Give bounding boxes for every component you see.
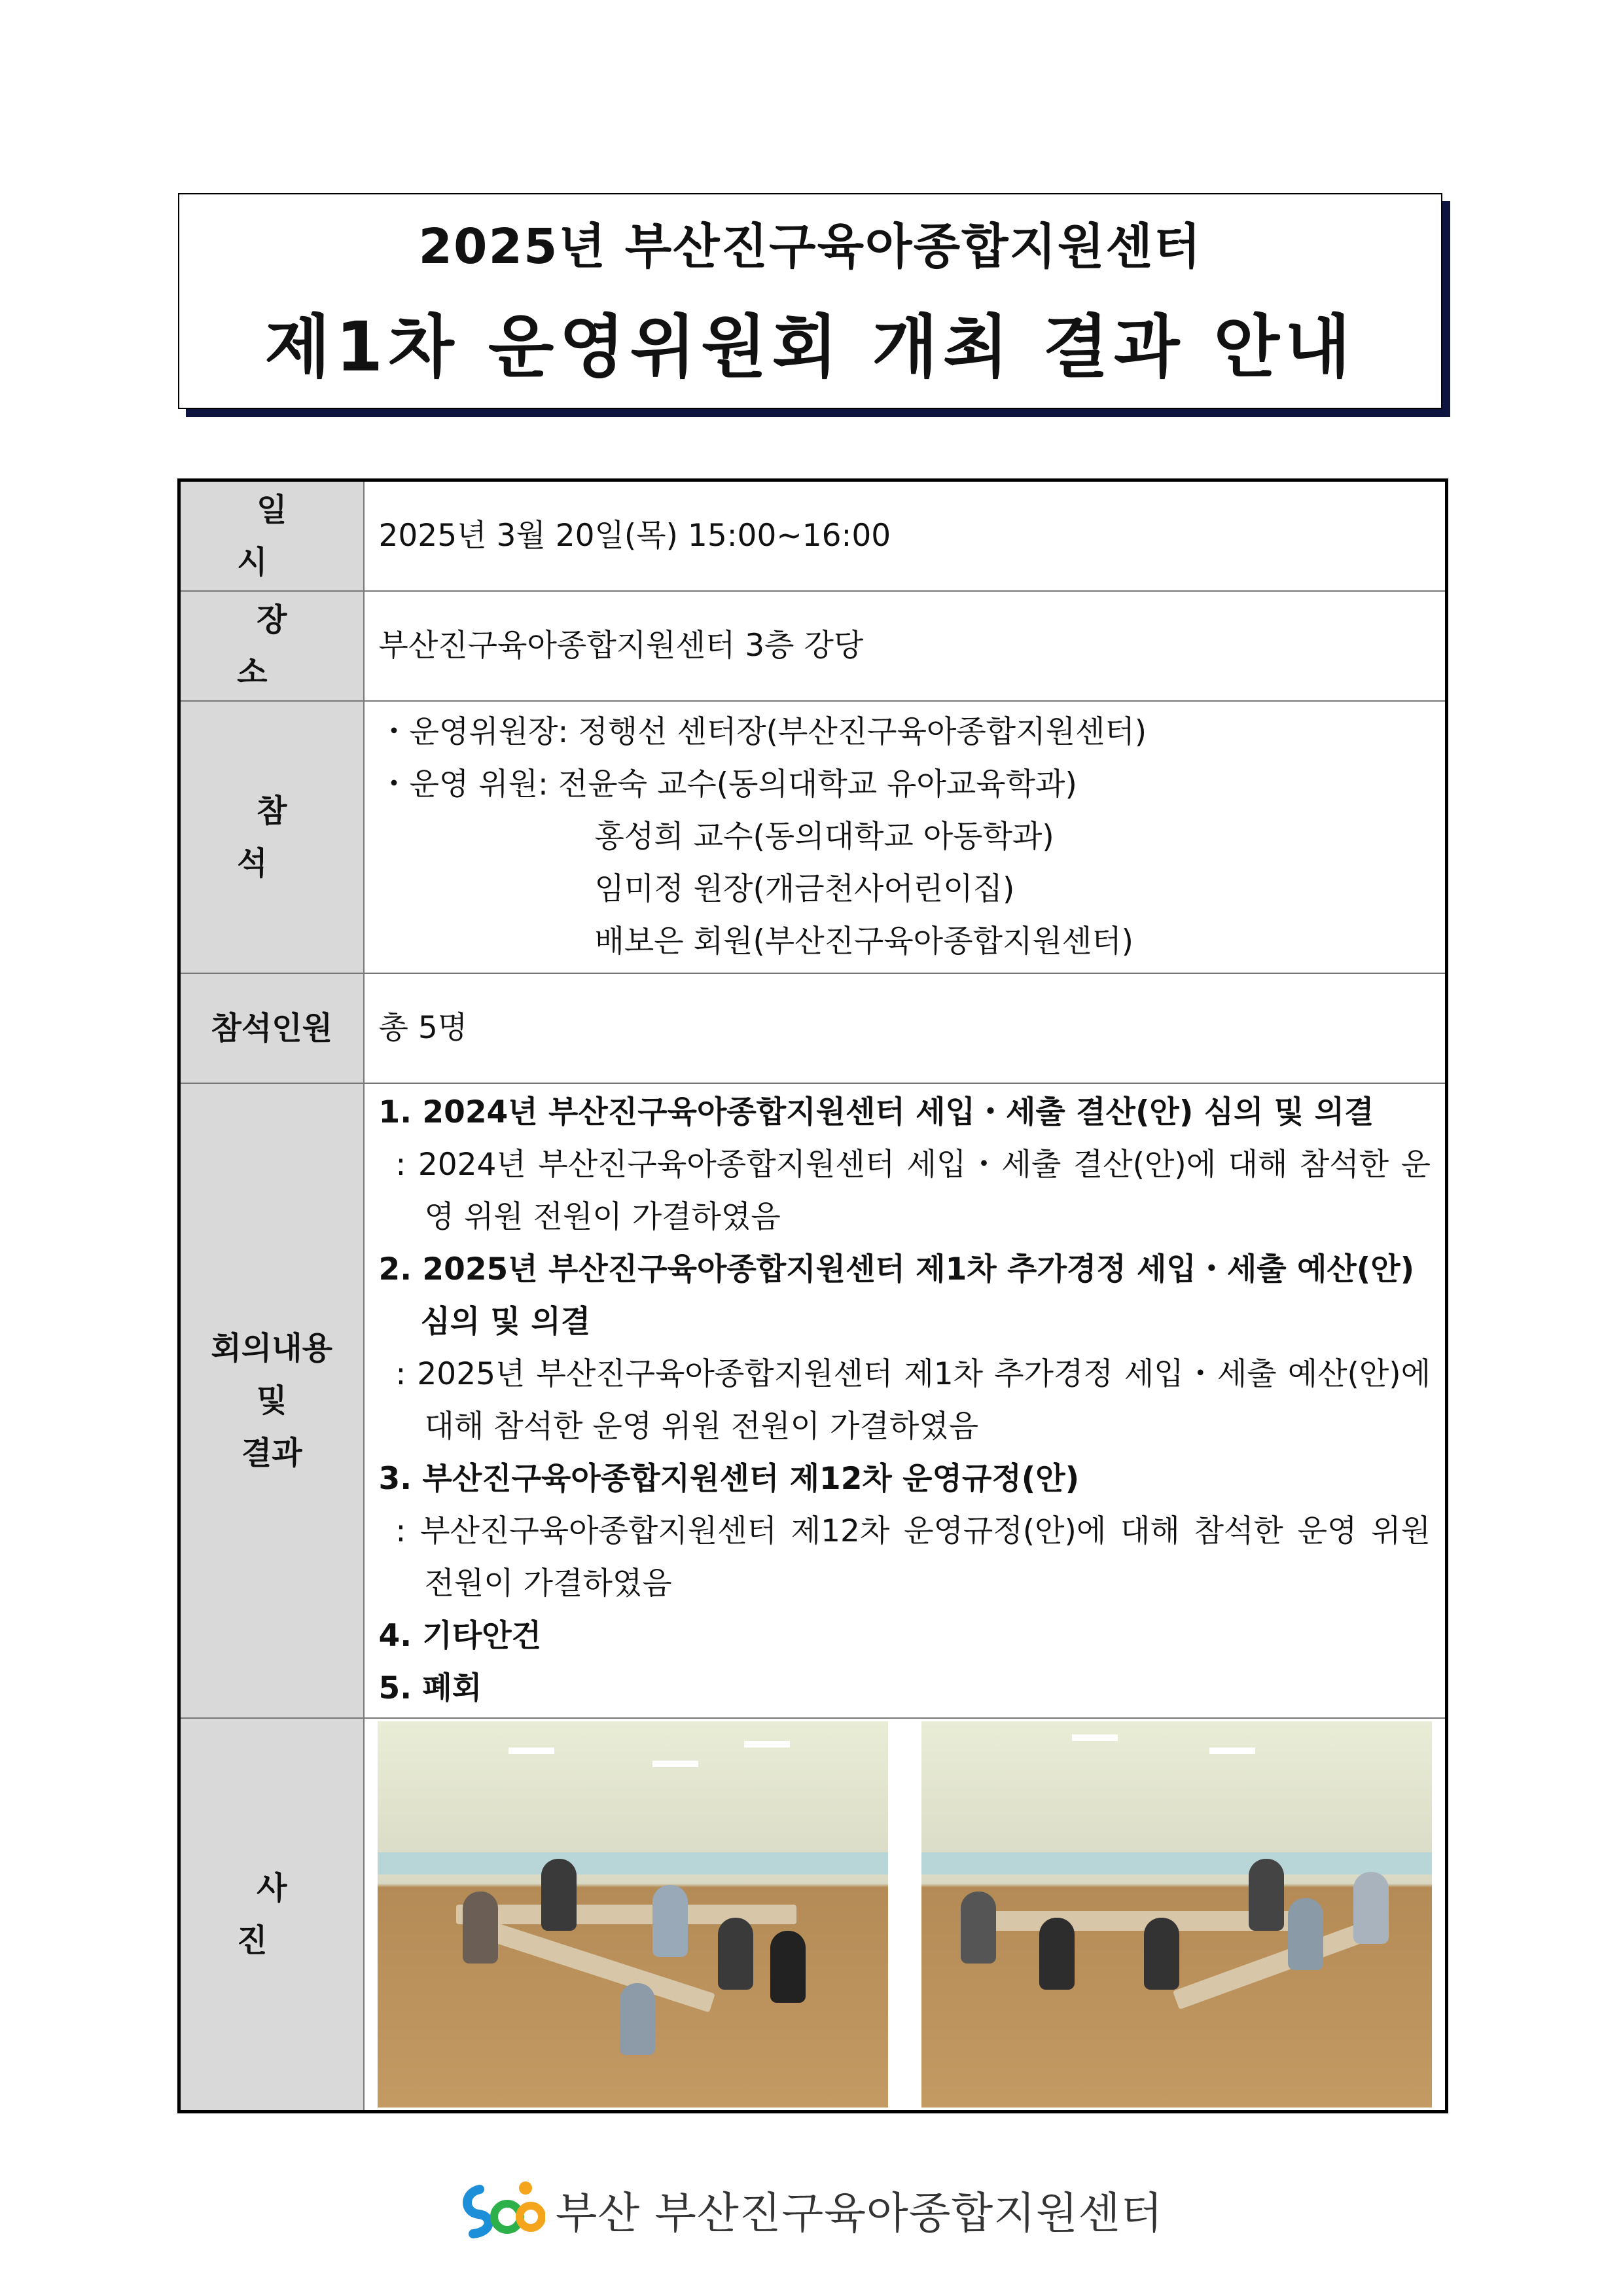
agenda-result-3: : 부산진구육아종합지원센터 제12차 운영규정(안)에 대해 참석한 운영 위원 전원이 가결하였음 xyxy=(395,1513,1431,1602)
title-line-2: 제1차 운영위원회 개최 결과 안내 xyxy=(264,307,1356,387)
place-label: 장 소 xyxy=(237,601,327,691)
agenda-result-1: : 2024년 부산진구육아종합지원센터 세입・세출 결산(안)에 대해 참석한 운영 위원 전원이 가결하였음 xyxy=(395,1147,1431,1235)
date-label: 일 시 xyxy=(237,492,327,581)
row-agenda xyxy=(179,1083,1447,1718)
place-value: 부산진구육아종합지원센터 3층 강당 xyxy=(364,591,1447,701)
agenda-item-3: 3. 부산진구육아종합지원센터 제12차 운영규정(안) xyxy=(378,1461,1080,1497)
meeting-photo-2 xyxy=(921,1721,1432,2108)
row-attendee-count xyxy=(179,973,1447,1083)
agenda-content xyxy=(364,1083,1447,1718)
attendee-count-value: 총 5명 xyxy=(364,973,1447,1083)
title-box xyxy=(178,193,1442,409)
agenda-label: 회의내용 및 결과 xyxy=(179,1083,364,1718)
row-attendees xyxy=(179,701,1447,973)
attendee-line: ・운영위원장: 정행선 센터장(부산진구육아종합지원센터) xyxy=(378,714,1147,750)
footer-text: 부산 부산진구육아종합지원센터 xyxy=(555,2187,1164,2238)
photos-cell xyxy=(364,1718,1447,2112)
agenda-item-2: 2. 2025년 부산진구육아종합지원센터 제1차 추가경정 세입・세출 예산(안) 심의 및 의결 xyxy=(378,1251,1415,1340)
agenda-item-1: 1. 2024년 부산진구육아종합지원센터 세입・세출 결산(안) 심의 및 의결 xyxy=(378,1094,1374,1130)
attendees-value xyxy=(364,701,1447,973)
attendee-line: ・운영 위원: 전윤숙 교수(동의대학교 유아교육학과) xyxy=(378,766,1077,802)
footer-logo xyxy=(0,2173,1623,2245)
center-logo-icon xyxy=(460,2176,545,2242)
attendee-count-label: 참석인원 xyxy=(179,973,364,1083)
row-photos xyxy=(179,1718,1447,2112)
row-date xyxy=(179,480,1447,592)
agenda-item-5: 5. 폐회 xyxy=(378,1670,482,1706)
meeting-info-table xyxy=(177,478,1448,2113)
agenda-result-2: : 2025년 부산진구육아종합지원센터 제1차 추가경정 세입・세출 예산(안)에 대해 참석한 운영 위원 전원이 가결하였음 xyxy=(395,1356,1431,1444)
row-place xyxy=(179,591,1447,701)
agenda-item-4: 4. 기타안건 xyxy=(378,1618,542,1654)
attendees-label: 참 석 xyxy=(237,793,327,882)
attendee-line: 임미정 원장(개금천사어린이집) xyxy=(594,871,1015,907)
title-line-1: 2025년 부산진구육아종합지원센터 xyxy=(418,219,1202,275)
attendee-line: 배보은 회원(부산진구육아종합지원센터) xyxy=(594,924,1133,960)
photos-label: 사 진 xyxy=(237,1870,327,1959)
meeting-photo-1 xyxy=(378,1721,888,2108)
attendee-line: 홍성희 교수(동의대학교 아동학과) xyxy=(594,819,1054,855)
date-value: 2025년 3월 20일(목) 15:00~16:00 xyxy=(364,480,1447,592)
title-block xyxy=(178,193,1442,409)
